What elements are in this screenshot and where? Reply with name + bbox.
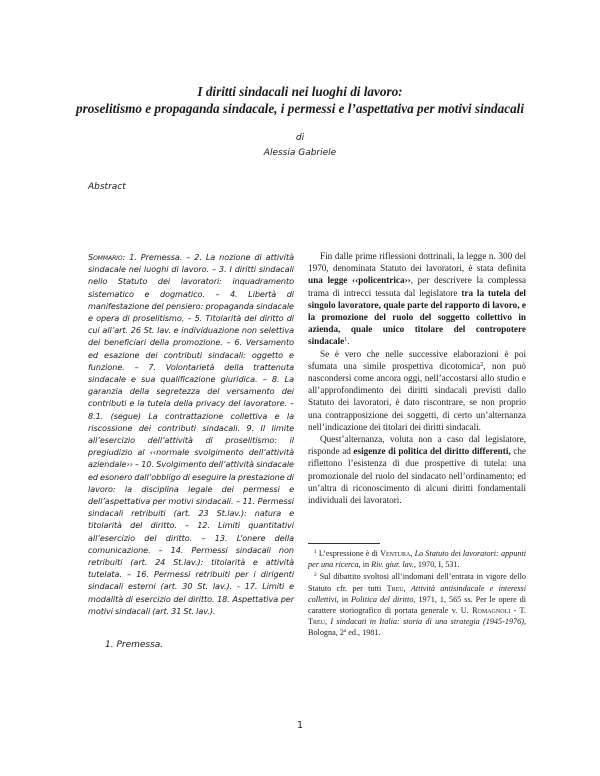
byline-di: di (295, 133, 305, 143)
title-line-2: proselitismo e propaganda sindacale, i permessi e l’aspettativa per motivi sindacali (76, 100, 524, 116)
abstract-label: Abstract (88, 182, 126, 192)
body-paragraph-2: Se è vero che nelle successive elaborazioni è poi sfumata una simile prospettiva dicotomica$^2$, non può nascondersi come ancora oggi, nell’accostarsi allo studio e all’approfondimento dei diritti sindacali previsti dallo Statuto dei lavoratori, è dato riscontrare, se non proprio una contrapposizione dei soggetti, di certo un’alternanza nell’indicazione dei titolari dei diritti sindacali. (308, 348, 527, 432)
summary-block (88, 251, 294, 617)
body-text (308, 250, 526, 506)
footnote-1: $^1$ L’espressione è di Ventura, Lo Statuto dei lavoratori: appunti per una ricerca, in Riv. giur. lav., 1970, I, 531. (308, 549, 526, 570)
summary-label: Sommario (88, 252, 123, 262)
summary-text: : 1. Premessa. – 2. La nozione di attività sindacale nei luoghi di lavoro. – 3. I diritti sindacali nello Statuto dei lavoratori: inquadramento sistematico e dogmatico. – 4. Libertà di manifestazione del pensiero: propaganda sindacale e opera di proselitismo. – 5. Titolarità del diritto di cui all’art. 26 St. lav. e individuazione non selettiva dei beneficiari della promozione. – 6. Versamento ed esazione dei contributi sindacali: oggetto e funzione. – 7. Volontarietà della trattenuta sindacale e sua qualificazione giuridica. – 8. La garanzia della segretezza del versamento dei contributi e la tutela della privacy del lavoratore. – 8.1. (segue) La contrattazione collettiva e la riscossione dei contributi sindacali. 9. Il limite all’esercizio dell’attività di proselitismo: il pregiudizio al ‹‹normale svolgimento dell’attività aziendale›› – 10. Svolgimento dell’attività sindacale ed esonero dall’obbligo di eseguire la prestazione di lavoro: la disciplina legale dei permessi e dell’aspettativa per motivi sindacali. – 11. Permessi sindacali retribuiti (art. 23 St.lav.): natura e titolarità del diritto. – 12. Limiti quantitativi all’esercizio del diritto. – 13. L’onere della comunicazione. – 14. Permessi sindacali non retribuiti (art. 24 St.lav.): titolarità e attività tutelata. – 16. Permessi retribuiti per i dirigenti sindacali esterni (art. 30 St. lav.). - 17. Limiti e modalità di esercizio del diritto. 18. Aspettativa per motivi sindacali (art. 31 St. lav.). (88, 252, 294, 616)
footnote-ref-1[interactable]: 1 (344, 337, 348, 344)
author-name: Alessia Gabriele (263, 148, 337, 158)
footnote-separator (308, 543, 380, 544)
body-paragraph-3: Quest’alternanza, voluta non a caso dal legislatore, risponde ad esigenze di politica del diritto differenti, che riflettono l’esistenza di due prospettive di tutela: una promozionale del ruolo del sindacato nell’ordinamento; ed un’altra di riconoscimento di alcuni diritti fondamentali individuali dei lavoratori. (308, 434, 527, 506)
footnote-ref-2[interactable]: 2 (480, 361, 484, 368)
footnote-2: $^2$ Sul dibattito svoltosi all’indomani dell’entrata in vigore dello Statuto cfr. per tutti Treu, Attività antisindacale e interessi collettivi, in Politica del diritto, 1971, 1, 565 ss. Per le opere di carattere storiografico di portata generale v. U. Romagnoli - T. Treu, I sindacati in Italia: storia di una strategia (1945-1976), Bologna, 2ª ed., 1981. (308, 572, 527, 638)
footnotes (308, 548, 526, 640)
paper-title (60, 84, 540, 117)
page-number: 1 (296, 720, 304, 731)
body-paragraph-1: Fin dalle prime riflessioni dottrinali, la legge n. 300 del 1970, denominata Statuto dei lavoratori, è stata definita una legge ‹‹policentrica››, per descrivere la complessa trama di intrecci tessuta dal legislatore tra la tutela del singolo lavoratore, quale parte del rapporto di lavoro, e la promozione del ruolo del soggetto collettivo in azienda, quale unico titolare del contropotere sindacale$^1$. (308, 251, 526, 347)
section-heading: 1. Premessa. (105, 640, 164, 650)
title-line-1: I diritti sindacali nei luoghi di lavoro: (197, 84, 403, 99)
